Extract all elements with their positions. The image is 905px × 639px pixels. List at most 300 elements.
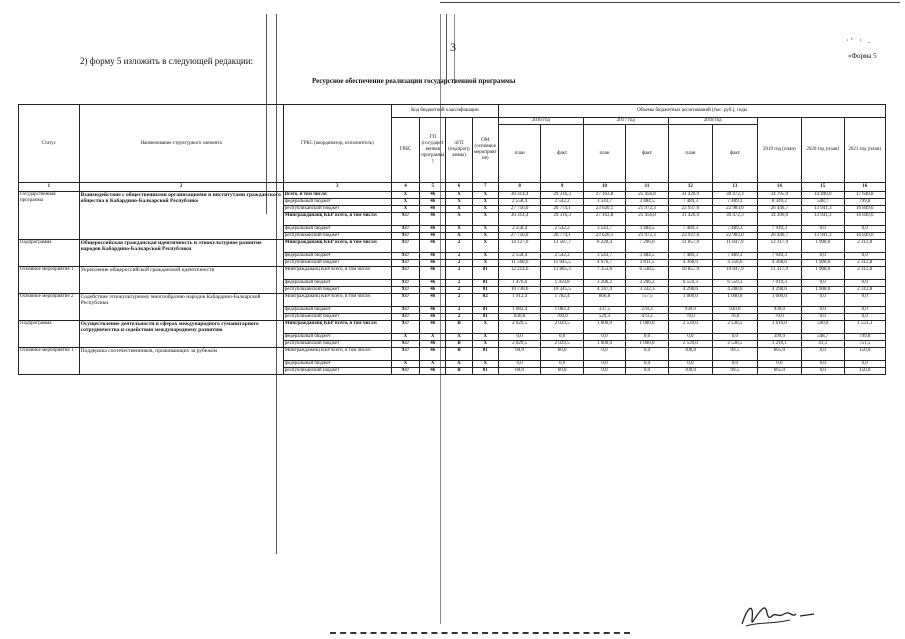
header-year-2016: 2016 год (498, 118, 583, 125)
value-cell: 1 908,0 (802, 287, 844, 294)
value-cell: 930,0 (757, 307, 801, 314)
scan-line (446, 14, 447, 84)
value-cell: 665,0 (757, 348, 801, 361)
code-cell: X (472, 199, 498, 206)
code-cell: X (472, 192, 498, 199)
column-number: 1 (19, 183, 80, 192)
status-cell: Подпрограмма (19, 240, 80, 267)
value-cell: 3 543,7 (583, 226, 625, 233)
value-cell: 3 543,7 (583, 199, 625, 206)
code-cell: X (472, 341, 498, 348)
value-cell: 2 538,5 (713, 321, 757, 334)
column-number: 6 (446, 183, 472, 192)
value-cell: 11 317,9 (757, 267, 801, 280)
value-cell: 0,0 (583, 334, 625, 341)
value-cell: 0,0 (668, 361, 712, 368)
code-cell: X (446, 206, 472, 213)
value-cell: 1 908,0 (802, 240, 844, 253)
value-cell: 30 472,3 (713, 192, 757, 199)
value-cell: 16 849,0 (844, 206, 886, 213)
column-number: 10 (583, 183, 625, 192)
value-cell: 2 029,5 (541, 341, 583, 348)
header-plan: план (498, 125, 540, 183)
value-cell: 34 396,0 (757, 213, 801, 226)
value-cell: 0,0 (844, 226, 886, 233)
value-cell: 0,0 (802, 314, 844, 321)
value-cell: 3 332,3 (626, 287, 668, 294)
value-cell: 16 849,0 (844, 213, 886, 226)
value-cell: 60,0 (498, 368, 540, 375)
value-cell: 6 559,3 (713, 280, 757, 287)
code-cell: B (446, 348, 472, 361)
value-cell: 27 756,0 (498, 233, 540, 240)
code-cell: X (391, 192, 419, 199)
value-cell: 0,0 (844, 361, 886, 368)
value-cell: 2 558,4 (498, 199, 540, 206)
value-cell: 3 811,5 (626, 260, 668, 267)
value-cell: 1 000,0 (668, 294, 712, 307)
code-cell: X (391, 199, 419, 206)
value-cell: 0,0 (802, 348, 844, 361)
header-fact: факт (541, 125, 583, 183)
value-cell: 22 983,0 (713, 206, 757, 213)
value-cell: 0,0 (626, 348, 668, 361)
column-number: 14 (757, 183, 801, 192)
value-cell: 930,0 (668, 307, 712, 314)
value-cell: 7 949,3 (757, 253, 801, 260)
code-cell: X (446, 361, 472, 368)
code-cell: 2 (446, 307, 472, 314)
value-cell: 29 316,3 (541, 213, 583, 226)
grbs-label-cell: республиканский бюджет (283, 206, 391, 213)
code-cell: X (472, 213, 498, 226)
value-cell: 1 000,0 (757, 294, 801, 307)
header-name: Наименование структурного элемента (79, 105, 283, 183)
value-cell: 7 489,3 (713, 226, 757, 233)
value-cell: 99,5 (713, 368, 757, 375)
value-cell: 0,0 (757, 361, 801, 368)
value-cell: 2 558,4 (498, 226, 540, 233)
value-cell: 10 345,5 (541, 287, 583, 294)
value-cell: 0,0 (713, 334, 757, 341)
code-cell: 2 (446, 287, 472, 294)
value-cell: 0,0 (844, 314, 886, 321)
value-cell: 529,3 (583, 314, 625, 321)
value-cell: 1 908,0 (802, 260, 844, 267)
value-cell: 1 000,0 (583, 341, 625, 348)
table-row (19, 192, 886, 199)
code-cell: 46 (420, 213, 446, 226)
column-number: 15 (802, 183, 844, 192)
header-year-2018: 2018 год (668, 118, 757, 125)
code-cell: 2 (446, 267, 472, 280)
code-cell: 46 (420, 206, 446, 213)
grbs-label-cell: Минграждананц КБР всего, в том числе: (283, 321, 391, 334)
header-year-2019: 2019 год (план) (757, 118, 801, 183)
value-cell: 2 539,0 (668, 341, 712, 348)
code-cell: X (446, 213, 472, 226)
header-om: ОМ (основное мероприятие) (472, 118, 498, 183)
grbs-label-cell: федеральный бюджет (283, 199, 391, 206)
column-number: 11 (626, 183, 668, 192)
code-cell: X (446, 226, 472, 233)
page-number: 3 (450, 40, 456, 54)
code-cell: X (446, 199, 472, 206)
grbs-label-cell: Минграждананц КБР всего, в том числе: (283, 348, 391, 361)
code-cell: 937 (391, 240, 419, 253)
form-label: «Форма 5 (848, 52, 877, 60)
value-cell: 3 210,1 (757, 341, 801, 348)
value-cell: 0,0 (802, 368, 844, 375)
value-cell: 751,5 (844, 341, 886, 348)
value-cell: 0,0 (713, 361, 757, 368)
code-cell: 2 (446, 280, 472, 287)
value-cell: 665,0 (757, 368, 801, 375)
value-cell: 11 045,5 (541, 260, 583, 267)
value-cell: 99,5 (713, 348, 757, 361)
signature (738, 596, 818, 632)
value-cell: 4 368,6 (668, 260, 712, 267)
code-cell: 937 (391, 321, 419, 334)
code-cell: 46 (420, 280, 446, 287)
table-row (19, 240, 886, 253)
grbs-label-cell: республиканский бюджет (283, 233, 391, 240)
code-cell: 2 (446, 260, 472, 267)
code-cell: B (446, 321, 472, 334)
value-cell: 7 019,3 (757, 280, 801, 287)
value-cell: 399,9 (757, 334, 801, 341)
grbs-label-cell: федеральный бюджет (283, 307, 391, 314)
value-cell: 0,0 (844, 307, 886, 314)
code-cell: 01 (472, 314, 498, 321)
corner-marks: ·‘ · . (846, 36, 872, 45)
value-cell: 10 847,9 (713, 267, 757, 280)
element-name-cell: Общероссийская гражданская идентичность и этнокультурное развитие народов Кабардино-Балкарской Республики (79, 240, 283, 267)
code-cell: 46 (420, 321, 446, 334)
value-cell: 14 127,0 (498, 240, 540, 253)
grbs-label-cell: Всего, в том числе: (283, 192, 391, 199)
header-budget-code: Код бюджетной классификации (391, 105, 498, 118)
value-cell: 26 446,7 (757, 206, 801, 213)
column-number: 9 (541, 183, 583, 192)
value-cell: 548,7 (802, 199, 844, 206)
value-cell: 0,0 (844, 294, 886, 307)
status-cell: Основное мероприятие 1 (19, 267, 80, 294)
table-row (19, 294, 886, 307)
value-cell: 14 490,0 (802, 192, 844, 199)
value-cell: 7 489,3 (668, 226, 712, 233)
value-cell: 0,0 (583, 361, 625, 368)
grbs-label-cell: республиканский бюджет (283, 314, 391, 321)
code-cell: X (420, 361, 446, 368)
value-cell: 0,0 (626, 361, 668, 368)
value-cell: 26 446,7 (757, 233, 801, 240)
column-number-row (19, 183, 886, 192)
value-cell: 10 857,9 (668, 267, 712, 280)
value-cell: 21 972,3 (626, 233, 668, 240)
value-cell: 757,5 (626, 294, 668, 307)
header-plan: план (583, 125, 625, 183)
value-cell: 12 214,6 (498, 267, 540, 280)
value-cell: 6 538,5 (626, 267, 668, 280)
value-cell: 60,0 (541, 368, 583, 375)
value-cell: 27 163,8 (583, 192, 625, 199)
code-cell: 46 (420, 287, 446, 294)
grbs-label-cell: федеральный бюджет (283, 361, 391, 368)
column-number: 5 (420, 183, 446, 192)
value-cell: 830,0 (498, 314, 540, 321)
value-cell: 4 368,6 (757, 260, 801, 267)
header-volumes: Объемы бюджетных ассигнований (тыс. руб.), годы (498, 105, 885, 118)
value-cell: 0,0 (844, 253, 886, 260)
value-cell: 100,0 (668, 348, 712, 361)
value-cell: 2 539,0 (668, 321, 712, 334)
value-cell: 7 353,6 (583, 267, 625, 280)
header-grbs: ГРБС (391, 118, 419, 183)
value-cell: 4 298,6 (668, 287, 712, 294)
value-cell: 2 029,5 (498, 321, 540, 334)
value-cell: 8 349,2 (757, 199, 801, 206)
value-cell: 2 558,4 (498, 253, 540, 260)
value-cell: 1 908,0 (802, 267, 844, 280)
value-cell: 799,8 (844, 199, 886, 206)
table-row (19, 321, 886, 334)
column-number: 2 (79, 183, 283, 192)
header-year-2017: 2017 год (583, 118, 668, 125)
value-cell: 0,0 (844, 280, 886, 287)
value-cell: 1 912,4 (498, 294, 540, 307)
header-fact: факт (626, 125, 668, 183)
code-cell: 46 (420, 192, 446, 199)
column-number: 3 (283, 183, 391, 192)
code-cell: 937 (391, 341, 419, 348)
header-year-2020: 2020 год (план) (802, 118, 844, 183)
value-cell: 7 949,3 (757, 226, 801, 233)
table-row (19, 267, 886, 280)
value-cell: 0,0 (802, 280, 844, 287)
value-cell: 100,0 (668, 368, 712, 375)
value-cell: 8 220,4 (583, 240, 625, 253)
value-cell: 26 774,1 (541, 206, 583, 213)
header-grbs-coord: ГРБС (координатор, исполнитель) (283, 105, 391, 183)
intro-text: 2) форму 5 изложить в следующей редакции: (80, 56, 254, 66)
code-cell: 01 (472, 280, 498, 287)
value-cell: 70,0 (757, 314, 801, 321)
value-cell: 7 296,0 (626, 240, 668, 253)
value-cell: 70,0 (713, 314, 757, 321)
value-cell: 6 559,3 (668, 280, 712, 287)
value-cell: 337,5 (583, 307, 625, 314)
value-cell: 1 000,0 (583, 321, 625, 334)
value-cell: 41,3 (802, 341, 844, 348)
value-cell: 2 542,2 (541, 253, 583, 260)
value-cell: 700,0 (541, 314, 583, 321)
code-cell: 937 (391, 213, 419, 226)
value-cell: 1 000,0 (626, 341, 668, 348)
column-number: 4 (391, 183, 419, 192)
value-cell: 150,0 (844, 348, 886, 361)
code-cell: X (472, 233, 498, 240)
resource-table (18, 104, 886, 375)
value-cell: 2 542,2 (541, 226, 583, 233)
value-cell: 0,0 (802, 307, 844, 314)
value-cell: 0,0 (802, 226, 844, 233)
code-cell: 46 (420, 294, 446, 307)
element-name-cell: Поддержка соотечественников, проживающих за рубежом (79, 348, 283, 375)
code-cell: 937 (391, 233, 419, 240)
value-cell: 70,0 (668, 314, 712, 321)
code-cell: B (446, 341, 472, 348)
value-cell: 2 029,5 (498, 341, 540, 348)
value-cell: 1 082,4 (541, 307, 583, 314)
code-cell: X (472, 253, 498, 260)
value-cell: 3 484,5 (626, 253, 668, 260)
code-cell: X (420, 334, 446, 341)
code-cell: X (446, 192, 472, 199)
value-cell: 3 206,2 (583, 280, 625, 287)
code-cell: 937 (391, 314, 419, 321)
value-cell: 16 849,0 (844, 233, 886, 240)
value-cell: 866,8 (583, 294, 625, 307)
value-cell: 479,2 (626, 314, 668, 321)
value-cell: 11 847,9 (713, 240, 757, 253)
grbs-label-cell: федеральный бюджет (283, 226, 391, 233)
value-cell: 2 538,5 (713, 341, 757, 348)
grbs-label-cell: республиканский бюджет (283, 260, 391, 267)
value-cell: 26 774,1 (541, 233, 583, 240)
value-cell: 23 937,6 (668, 206, 712, 213)
value-cell: 1 459,8 (541, 280, 583, 287)
code-cell: X (446, 233, 472, 240)
value-cell: 0,0 (583, 368, 625, 375)
grbs-label-cell: Минграждананц КБР всего, в том числе: (283, 267, 391, 280)
code-cell: 02 (472, 294, 498, 307)
code-cell: X (391, 334, 419, 341)
code-cell: 937 (391, 260, 419, 267)
code-cell: 2 (446, 240, 472, 253)
code-cell: X (472, 240, 498, 253)
code-cell: 937 (391, 368, 419, 375)
code-cell: 46 (420, 240, 446, 253)
element-name-cell: Содействие этнокультурному многообразию народов Кабардино-Балкарской Республики (79, 294, 283, 321)
value-cell: 0,0 (498, 361, 540, 368)
value-cell: 22 983,0 (713, 233, 757, 240)
value-cell: 278,3 (626, 307, 668, 314)
value-cell: 1 000,0 (626, 321, 668, 334)
value-cell: 12 317,9 (757, 240, 801, 253)
code-cell: 46 (420, 341, 446, 348)
document-title: Ресурсное обеспечение реализации государственной программы (312, 77, 516, 85)
element-name-cell: Укрепление общероссийской гражданской идентичности (79, 267, 283, 294)
grbs-label-cell: федеральный бюджет (283, 280, 391, 287)
value-cell: 23 620,1 (583, 206, 625, 213)
value-cell: 10 738,6 (498, 287, 540, 294)
value-cell: 4 147,4 (583, 287, 625, 294)
value-cell: 3 543,7 (583, 253, 625, 260)
code-cell: 2 (446, 253, 472, 260)
code-cell: X (391, 206, 419, 213)
element-name-cell: Взаимодействие с общественными организациями и институтами гражданского общества в Кабардино-Балкарской Республике (79, 192, 283, 240)
value-cell: 7 489,3 (668, 253, 712, 260)
value-cell: 548,7 (802, 334, 844, 341)
value-cell: 60,0 (541, 348, 583, 361)
value-cell: 25 456,8 (626, 192, 668, 199)
code-cell: X (446, 334, 472, 341)
value-cell: 2 312,8 (844, 260, 886, 267)
value-cell: 0,0 (498, 334, 540, 341)
value-cell: 13 941,3 (802, 206, 844, 213)
value-cell: 1 000,0 (713, 294, 757, 307)
code-cell: 937 (391, 307, 419, 314)
value-cell: 0,0 (802, 253, 844, 260)
code-cell: X (391, 361, 419, 368)
code-cell: 46 (420, 226, 446, 233)
header-gp: ГП (государственная программа) (420, 118, 446, 183)
code-cell: B (446, 368, 472, 375)
code-cell: 46 (420, 314, 446, 321)
grbs-label-cell: федеральный бюджет (283, 334, 391, 341)
value-cell: 1 476,0 (498, 280, 540, 287)
code-cell: 937 (391, 287, 419, 294)
value-cell: 11 857,9 (668, 240, 712, 253)
code-cell: 46 (420, 267, 446, 280)
value-cell: 0,0 (802, 361, 844, 368)
value-cell: 30 314,4 (498, 213, 540, 226)
column-number: 12 (668, 183, 712, 192)
value-cell: 2 312,8 (844, 267, 886, 280)
value-cell: 1 551,3 (844, 321, 886, 334)
value-cell: 2 312,8 (844, 240, 886, 253)
value-cell: 29 316,3 (541, 192, 583, 199)
header-fact: факт (713, 125, 757, 183)
code-cell: 2 (446, 314, 472, 321)
value-cell: 7 489,3 (713, 199, 757, 206)
value-cell: 31 426,9 (668, 192, 712, 199)
value-cell: 590,0 (802, 321, 844, 334)
code-cell: 46 (420, 253, 446, 260)
value-cell: 4 298,6 (757, 287, 801, 294)
value-cell: 30 314,4 (498, 192, 540, 199)
code-cell: 937 (391, 294, 419, 307)
value-cell: 3 206,2 (626, 280, 668, 287)
code-cell: 46 (420, 307, 446, 314)
code-cell: 937 (391, 253, 419, 260)
value-cell: 7 489,3 (713, 253, 757, 260)
value-cell: 4 676,7 (583, 260, 625, 267)
code-cell: 937 (391, 348, 419, 361)
value-cell: 2 312,8 (844, 287, 886, 294)
value-cell: 21 972,3 (626, 206, 668, 213)
value-cell: 34 795,9 (757, 192, 801, 199)
column-number: 7 (472, 183, 498, 192)
grbs-label-cell: Минграждананц КБР всего, в том числе: (283, 294, 391, 307)
value-cell: 13 587,7 (541, 240, 583, 253)
status-cell: Подпрограмма (19, 321, 80, 348)
header-status: Статус (19, 105, 80, 183)
code-cell: 937 (391, 267, 419, 280)
value-cell: 1 082,4 (498, 307, 540, 314)
scan-footer-line (330, 632, 630, 634)
value-cell: 3 484,5 (626, 226, 668, 233)
value-cell: 11 805,3 (541, 267, 583, 280)
table-row (19, 348, 886, 361)
header-year-2021: 2021 год (план) (844, 118, 886, 183)
code-cell: 01 (472, 267, 498, 280)
column-number: 16 (844, 183, 886, 192)
value-cell: 2 029,5 (541, 321, 583, 334)
status-cell: Государственная программа (19, 192, 80, 240)
code-cell: 01 (472, 348, 498, 361)
